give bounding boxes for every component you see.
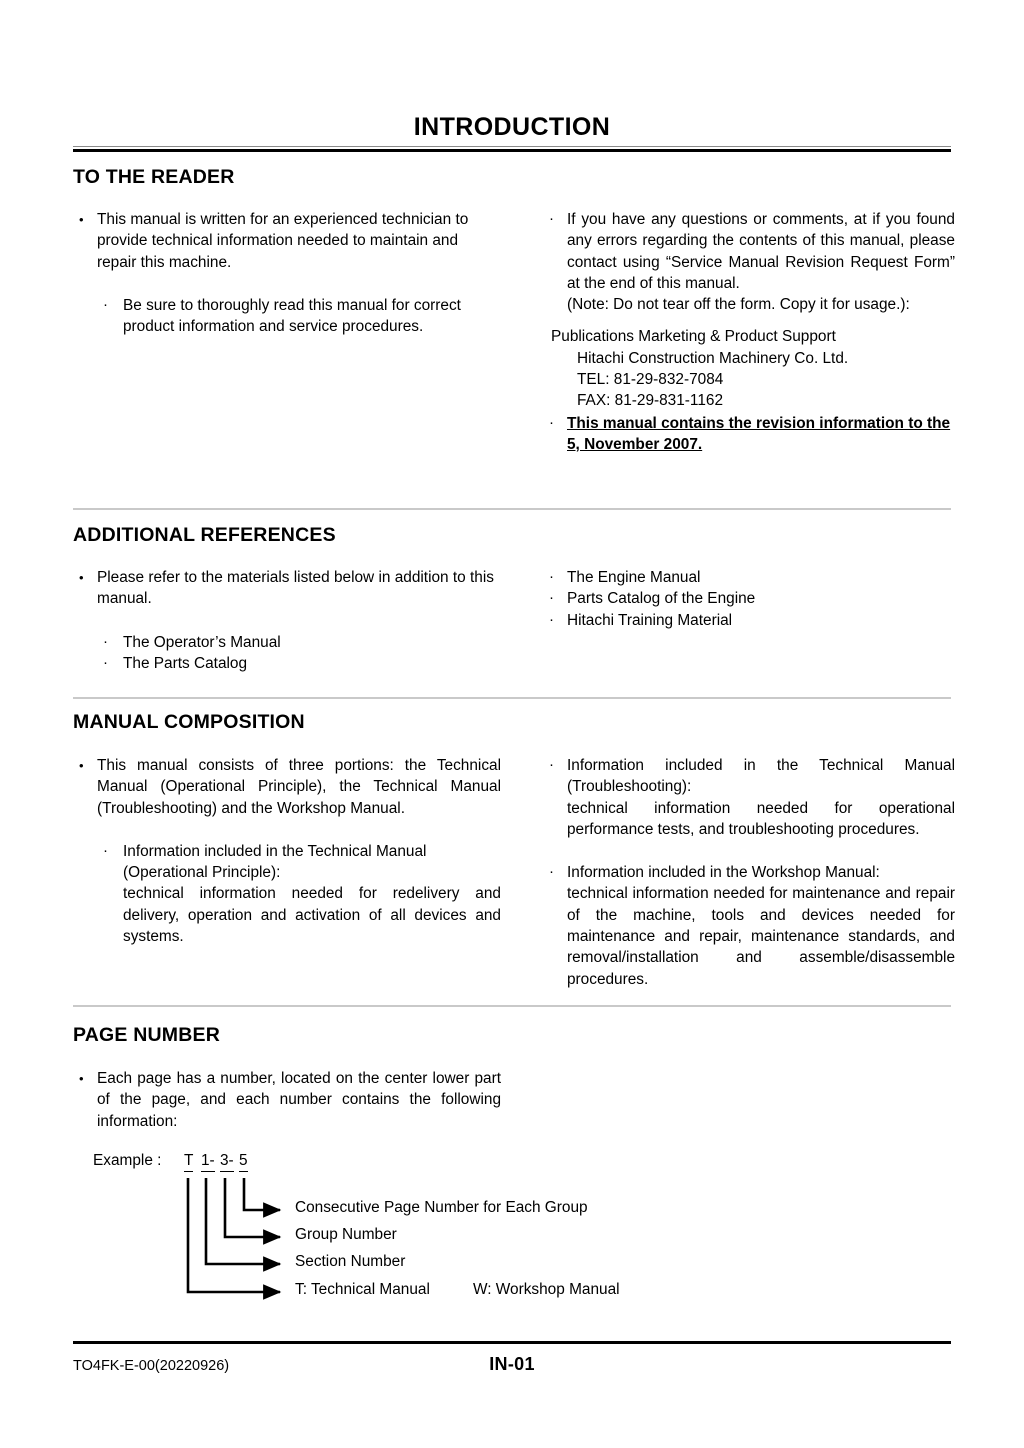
manual-composition-left-column [77, 755, 501, 947]
header-rule-thin [73, 146, 951, 147]
list-item [77, 567, 501, 610]
list-item [77, 1068, 501, 1132]
list-item-text: This manual is written for an experienced technician to provide technical information needed to maintain and repair this machine. [97, 211, 469, 271]
list-item [545, 567, 955, 588]
contact-org: Publications Marketing & Product Support [551, 328, 836, 346]
diagram-callout-technical-manual: T: Technical Manual [295, 1281, 430, 1298]
bullet-tick-icon: · [549, 610, 554, 628]
bullet-tick-icon: · [549, 863, 554, 881]
list-item-text: The Operator’s Manual [123, 633, 281, 651]
bullet-tick-icon: · [549, 210, 554, 227]
revision-notice-text: This manual contains the revision information to the 5, November 2007. [567, 414, 951, 453]
list-item-text: Information included in the Technical Manual (Troubleshooting): [567, 757, 955, 796]
list-item-detail: technical information needed for maintenance and repair of the machine, tools and devices needed for maintenance and repair, maintenance standards, and removal/installation and assemble/disassemble procedures. [567, 885, 955, 988]
diagram-callout-consecutive-page: Consecutive Page Number for Each Group [295, 1199, 588, 1216]
to-the-reader-left-column [77, 209, 501, 337]
bullet-tick-icon: · [549, 568, 554, 585]
list-item-text: The Engine Manual [567, 569, 701, 586]
list-item [545, 755, 955, 798]
diagram-callout-workshop-manual: W: Workshop Manual [473, 1281, 620, 1298]
bullet-tick-icon: · [549, 756, 554, 773]
section-divider [73, 1005, 951, 1007]
contact-company: Hitachi Construction Machinery Co. Ltd. [577, 349, 849, 367]
section-divider [73, 697, 951, 699]
diagram-callout-section-number: Section Number [295, 1253, 406, 1270]
footer-document-code: TO4FK-E-00(20220926) [73, 1358, 230, 1374]
bullet-tick-icon: · [103, 295, 108, 313]
list-item-text: Hitachi Training Material [567, 611, 733, 629]
bullet-disc-icon: • [79, 1071, 84, 1086]
page-number-diagram [73, 1152, 773, 1322]
to-the-reader-right-column [545, 209, 955, 455]
additional-references-right-column [545, 567, 955, 631]
code-char-page: 5 [239, 1152, 248, 1172]
list-item-text: If you have any questions or comments, at if you found any errors regarding the contents of this manual, please contact using “Service Manual Revision Request Form” at the end of this manual. [567, 211, 955, 292]
list-item-text: Please refer to the materials listed below in addition to this manual. [97, 569, 494, 608]
page-number-left-column [77, 1068, 501, 1132]
list-item [545, 209, 955, 294]
note-text: (Note: Do not tear off the form. Copy it for usage.): [567, 296, 910, 314]
manual-composition-right-column [545, 755, 955, 990]
list-item [545, 413, 955, 456]
page-content [73, 0, 955, 1448]
list-item [545, 588, 955, 609]
list-item-text: This manual consists of three portions: the Technical Manual (Operational Principle), the Technical Manual (Troubleshooting) and the Workshop Manual. [97, 757, 501, 817]
contact-tel: TEL: 81-29-832-7084 [577, 371, 724, 389]
section-heading-to-the-reader: TO THE READER [73, 166, 235, 188]
bullet-tick-icon: · [103, 653, 108, 671]
bullet-tick-icon: · [103, 632, 108, 650]
list-item [99, 632, 501, 653]
code-char-group: 3- [220, 1152, 234, 1172]
contact-fax: FAX: 81-29-831-1162 [577, 392, 724, 410]
bullet-disc-icon: • [79, 758, 84, 773]
footer-page-number: IN-01 [489, 1354, 535, 1374]
header-rule-thick [73, 149, 951, 152]
list-item [99, 653, 501, 674]
page-title: INTRODUCTION [413, 113, 611, 141]
additional-references-left-column [77, 567, 501, 674]
header-double-rule [73, 146, 951, 152]
list-item-text: Information included in the Technical Manual (Operational Principle): [123, 842, 427, 882]
list-item-text: Parts Catalog of the Engine [567, 590, 756, 608]
bullet-tick-icon: · [549, 413, 554, 431]
section-heading-page-number: PAGE NUMBER [73, 1024, 221, 1046]
footer-rule [73, 1341, 951, 1344]
list-item-detail: technical information needed for operational performance tests, and troubleshooting procedures. [567, 799, 955, 838]
section-heading-manual-composition: MANUAL COMPOSITION [73, 711, 305, 733]
list-item [99, 841, 501, 884]
list-item-detail: technical information needed for redelivery and delivery, operation and activation of all devices and systems. [123, 885, 501, 946]
list-item-text: Be sure to thoroughly read this manual for correct product information and service procedures. [123, 296, 461, 336]
list-item-text: The Parts Catalog [123, 654, 248, 672]
list-item [99, 295, 501, 338]
section-divider [73, 508, 951, 510]
bullet-disc-icon: • [79, 570, 84, 585]
list-item-text: Information included in the Workshop Manual: [567, 864, 880, 882]
list-item [545, 610, 955, 631]
list-item [545, 862, 955, 883]
list-item [77, 755, 501, 819]
section-heading-additional-references: ADDITIONAL REFERENCES [73, 524, 336, 546]
code-char-section: 1- [201, 1152, 215, 1172]
example-label: Example : [93, 1152, 162, 1169]
diagram-callout-group-number: Group Number [295, 1226, 397, 1243]
bullet-tick-icon: · [549, 589, 554, 607]
code-char-manual-type: T [184, 1152, 193, 1172]
list-item-text: Each page has a number, located on the center lower part of the page, and each number contains the following information: [97, 1070, 501, 1130]
bullet-disc-icon: • [79, 212, 84, 227]
bullet-tick-icon: · [103, 841, 108, 859]
list-item [77, 209, 501, 273]
